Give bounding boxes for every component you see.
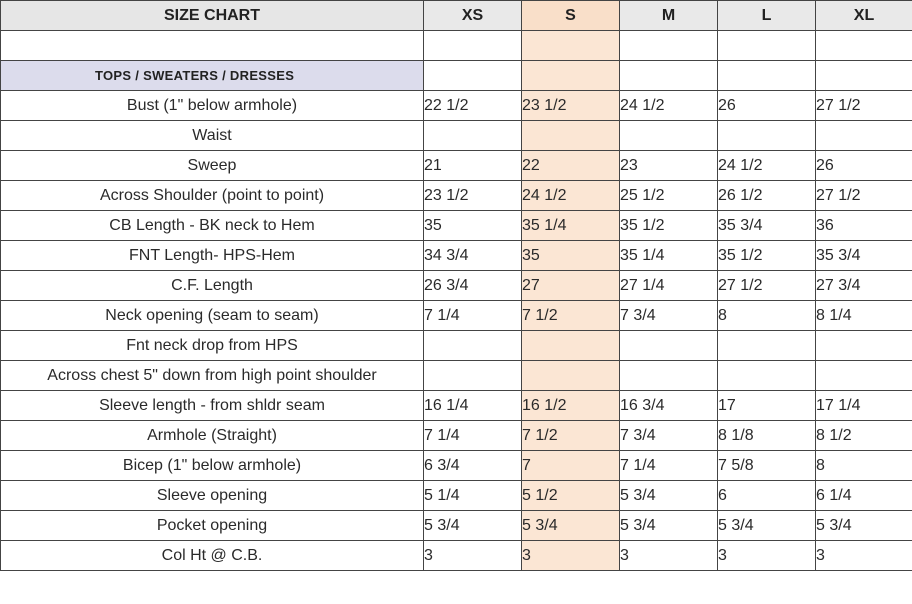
size-value-m: 35 1/4 [620,241,718,271]
size-value-l [718,121,816,151]
size-value-xl: 36 [816,211,912,241]
table-row [1,451,912,481]
measurement-label: Col Ht @ C.B. [1,541,424,571]
size-value-xs: 5 1/4 [424,481,522,511]
size-value-m [620,121,718,151]
table-row [1,331,912,361]
size-value-s: 27 [522,271,620,301]
size-value-s: 24 1/2 [522,181,620,211]
measurement-label: Armhole (Straight) [1,421,424,451]
table-row [1,211,912,241]
measurement-label: Across chest 5" down from high point shoulder [1,361,424,391]
table-row [1,91,912,121]
table-row [1,121,912,151]
size-value-xl [816,361,912,391]
size-value-xl [816,121,912,151]
measurement-label: Bust (1" below armhole) [1,91,424,121]
size-value-m: 7 3/4 [620,421,718,451]
measurement-label: Neck opening (seam to seam) [1,301,424,331]
section-empty-cell [718,61,816,91]
size-value-s: 3 [522,541,620,571]
table-row [1,511,912,541]
size-value-l: 7 5/8 [718,451,816,481]
size-value-xs: 5 3/4 [424,511,522,541]
table-row [1,361,912,391]
measurement-label: Waist [1,121,424,151]
header-row [1,1,912,31]
size-value-xl: 27 3/4 [816,271,912,301]
size-value-s: 7 1/2 [522,301,620,331]
size-value-l [718,331,816,361]
size-header-xs: XS [424,1,522,31]
table-row [1,481,912,511]
size-header-l: L [718,1,816,31]
chart-title: SIZE CHART [1,1,424,31]
spacer-cell [424,31,522,61]
size-value-s: 7 [522,451,620,481]
size-value-s: 35 1/4 [522,211,620,241]
size-value-l: 3 [718,541,816,571]
size-value-xs: 7 1/4 [424,421,522,451]
size-value-xs: 6 3/4 [424,451,522,481]
table-row [1,301,912,331]
size-value-m: 5 3/4 [620,511,718,541]
size-value-m: 7 3/4 [620,301,718,331]
size-value-xl: 8 1/4 [816,301,912,331]
size-value-m: 23 [620,151,718,181]
size-value-xl: 26 [816,151,912,181]
size-value-l: 26 1/2 [718,181,816,211]
size-header-xl: XL [816,1,912,31]
size-value-m: 27 1/4 [620,271,718,301]
measurement-label: FNT Length- HPS-Hem [1,241,424,271]
size-value-l: 8 [718,301,816,331]
table-row [1,391,912,421]
measurement-label: Bicep (1" below armhole) [1,451,424,481]
measurement-label: Sleeve length - from shldr seam [1,391,424,421]
size-value-m: 7 1/4 [620,451,718,481]
size-value-s [522,361,620,391]
size-value-xs: 23 1/2 [424,181,522,211]
size-value-s: 5 1/2 [522,481,620,511]
size-value-l: 26 [718,91,816,121]
section-row [1,61,912,91]
spacer-cell [718,31,816,61]
size-value-xl [816,331,912,361]
size-value-l: 17 [718,391,816,421]
size-value-xs: 7 1/4 [424,301,522,331]
size-value-m: 35 1/2 [620,211,718,241]
size-value-xl: 3 [816,541,912,571]
spacer-cell [522,31,620,61]
size-value-s: 5 3/4 [522,511,620,541]
size-value-xl: 8 [816,451,912,481]
size-value-xl: 27 1/2 [816,181,912,211]
size-header-m: M [620,1,718,31]
size-value-l: 24 1/2 [718,151,816,181]
size-value-l [718,361,816,391]
size-value-xl: 5 3/4 [816,511,912,541]
size-value-s: 23 1/2 [522,91,620,121]
size-value-s: 16 1/2 [522,391,620,421]
size-value-xs [424,361,522,391]
size-value-xl: 8 1/2 [816,421,912,451]
size-value-m: 16 3/4 [620,391,718,421]
section-empty-cell [522,61,620,91]
size-value-l: 35 1/2 [718,241,816,271]
size-value-m: 24 1/2 [620,91,718,121]
section-empty-cell [816,61,912,91]
size-value-xs [424,331,522,361]
size-value-xs: 16 1/4 [424,391,522,421]
table-row [1,241,912,271]
measurement-label: Pocket opening [1,511,424,541]
size-value-s [522,121,620,151]
measurement-label: Sleeve opening [1,481,424,511]
spacer-row [1,31,912,61]
spacer-cell [620,31,718,61]
size-value-m: 5 3/4 [620,481,718,511]
size-value-xs: 35 [424,211,522,241]
size-value-m [620,361,718,391]
table-row [1,151,912,181]
size-header-s: S [522,1,620,31]
measurement-label: Fnt neck drop from HPS [1,331,424,361]
size-value-m: 25 1/2 [620,181,718,211]
size-value-xs: 34 3/4 [424,241,522,271]
measurement-label: C.F. Length [1,271,424,301]
measurement-label: Across Shoulder (point to point) [1,181,424,211]
size-value-s: 35 [522,241,620,271]
spacer-cell [1,31,424,61]
size-value-l: 35 3/4 [718,211,816,241]
table-row [1,271,912,301]
size-value-s: 7 1/2 [522,421,620,451]
chart-body [1,31,912,571]
spacer-cell [816,31,912,61]
size-value-l: 5 3/4 [718,511,816,541]
size-value-xs: 26 3/4 [424,271,522,301]
size-value-l: 8 1/8 [718,421,816,451]
section-label: TOPS / SWEATERS / DRESSES [1,61,424,91]
size-value-xs [424,121,522,151]
size-value-xs: 21 [424,151,522,181]
size-value-xl: 6 1/4 [816,481,912,511]
size-value-xl: 17 1/4 [816,391,912,421]
size-value-s: 22 [522,151,620,181]
section-empty-cell [424,61,522,91]
size-value-m: 3 [620,541,718,571]
table-row [1,181,912,211]
size-value-xl: 27 1/2 [816,91,912,121]
table-row [1,421,912,451]
size-value-xs: 3 [424,541,522,571]
size-value-l: 27 1/2 [718,271,816,301]
size-value-m [620,331,718,361]
section-empty-cell [620,61,718,91]
table-row [1,541,912,571]
size-value-l: 6 [718,481,816,511]
measurement-label: CB Length - BK neck to Hem [1,211,424,241]
measurement-label: Sweep [1,151,424,181]
size-value-s [522,331,620,361]
size-value-xl: 35 3/4 [816,241,912,271]
size-value-xs: 22 1/2 [424,91,522,121]
